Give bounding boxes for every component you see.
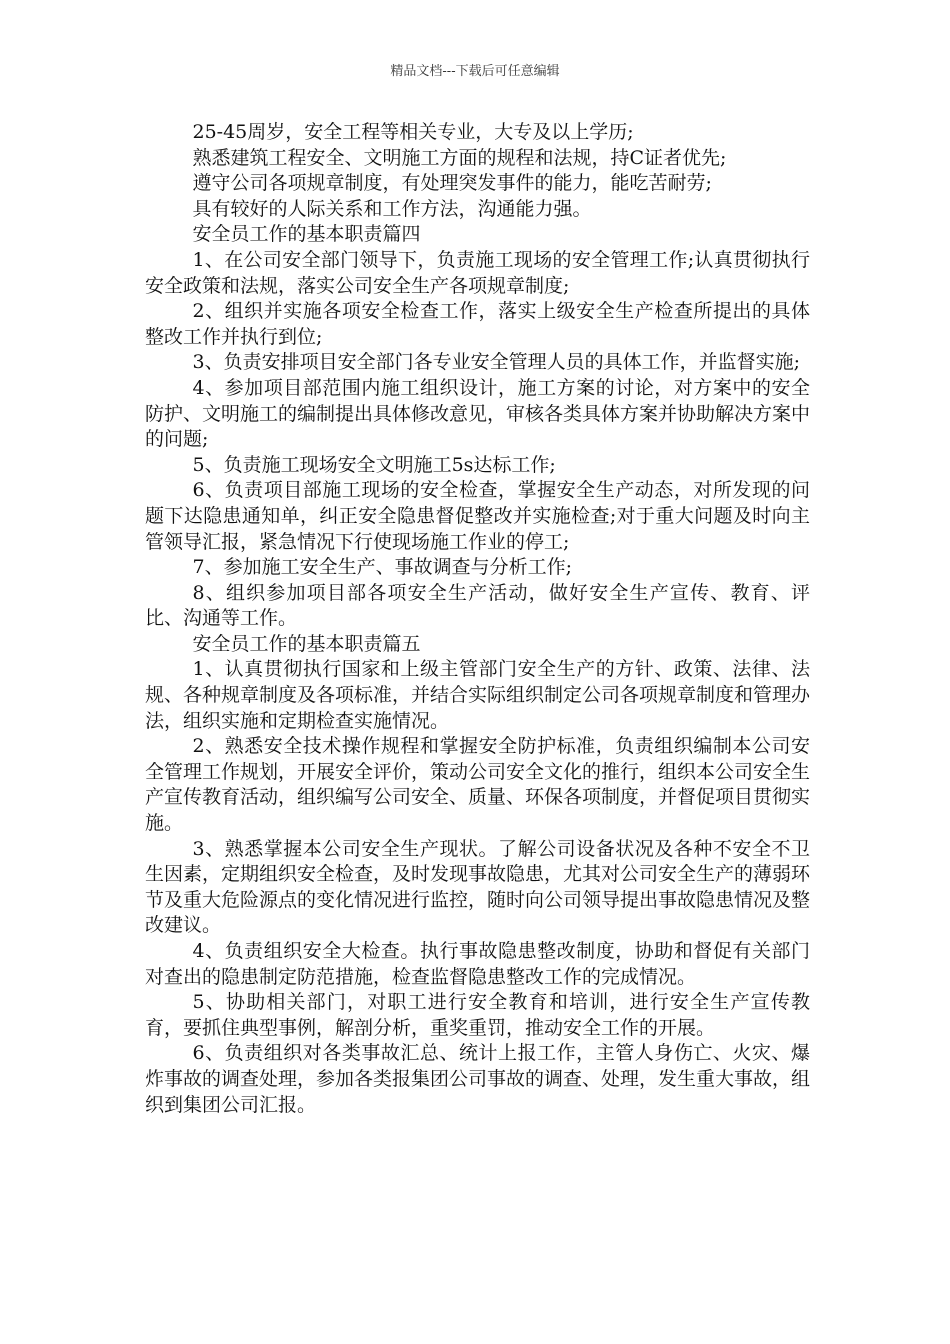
paragraph-duty-4-1: 1、在公司安全部门领导下，负责施工现场的安全管理工作;认真贯彻执行安全政策和法规，落实公司安全生产各项规章制度;	[145, 248, 810, 297]
paragraph-duty-5-5: 5、协助相关部门，对职工进行安全教育和培训，进行安全生产宣传教育，要抓住典型事例，解剖分析，重奖重罚，推动安全工作的开展。	[145, 991, 810, 1039]
paragraph-duty-5-2: 2、熟悉安全技术操作规程和掌握安全防护标准，负责组织编制本公司安全管理工作规划，开展安全评价，策动公司安全文化的推行，组织本公司安全生产宣传教育活动，组织编写公司安全、质量、环保各项制度，并督促项目贯彻实施。	[145, 735, 811, 835]
paragraph-duty-5-3: 3、熟悉掌握本公司安全生产现状。了解公司设备状况及各种不安全不卫生因素，定期组织安全检查，及时发现事故隐患，尤其对公司安全生产的薄弱环节及重大危险源点的变化情况进行监控，随时向公司领导提出事故隐患情况及整改建议。	[145, 837, 811, 937]
paragraph-duty-4-4: 4、参加项目部范围内施工组织设计，施工方案的讨论，对方案中的安全防护、文明施工的编制提出具体修改意见，审核各类具体方案并协助解决方案中的问题;	[145, 376, 811, 451]
section-heading-part-four: 安全员工作的基本职责篇四	[192, 223, 421, 246]
paragraph-duty-4-8: 8、组织参加项目部各项安全生产活动，做好安全生产宣传、教育、评比、沟通等工作。	[145, 581, 810, 630]
paragraph-duty-5-1: 1、认真贯彻执行国家和上级主管部门安全生产的方针、政策、法律、法规、各种规章制度及各项标准，并结合实际组织制定公司各项规章制度和管理办法，组织实施和定期检查实施情况。	[145, 658, 811, 732]
paragraph-duty-4-6: 6、负责项目部施工现场的安全检查，掌握安全生产动态，对所发现的问题下达隐患通知单，纠正安全隐患督促整改并实施检查;对于重大问题及时向主管领导汇报，紧急情况下行使现场施工作业的停工;	[145, 479, 810, 553]
paragraph-duty-5-6: 6、负责组织对各类事故汇总、统计上报工作，主管人身伤亡、火灾、爆炸事故的调查处理，参加各类报集团公司事故的调查、处理，发生重大事故，组织到集团公司汇报。	[145, 1042, 811, 1116]
section-heading-part-five: 安全员工作的基本职责篇五	[192, 632, 421, 655]
paragraph-regulations-requirement: 熟悉建筑工程安全、文明施工方面的规程和法规，持C证者优先;	[192, 146, 727, 169]
paragraph-duty-4-2: 2、组织并实施各项安全检查工作，落实上级安全生产检查所提出的具体整改工作并执行到位;	[145, 300, 810, 348]
paragraph-duty-4-3: 3、负责安排项目安全部门各专业安全管理人员的具体工作，并监督实施;	[192, 351, 800, 374]
paragraph-duty-4-7: 7、参加施工安全生产、事故调查与分析工作;	[192, 556, 572, 579]
paragraph-age-requirement: 25-45周岁，安全工程等相关专业，大专及以上学历;	[192, 121, 634, 143]
paragraph-duty-5-4: 4、负责组织安全大检查。执行事故隐患整改制度，协助和督促有关部门对查出的隐患制定防范措施，检查监督隐患整改工作的完成情况。	[145, 940, 810, 988]
paragraph-discipline-requirement: 遵守公司各项规章制度，有处理突发事件的能力，能吃苦耐劳;	[192, 172, 712, 195]
paragraph-duty-4-5: 5、负责施工现场安全文明施工5s达标工作;	[192, 453, 556, 476]
paragraph-communication-requirement: 具有较好的人际关系和工作方法，沟通能力强。	[192, 197, 592, 220]
document-body	[145, 120, 810, 1118]
page-header: 精品文档---下载后可任意编辑	[390, 64, 560, 79]
